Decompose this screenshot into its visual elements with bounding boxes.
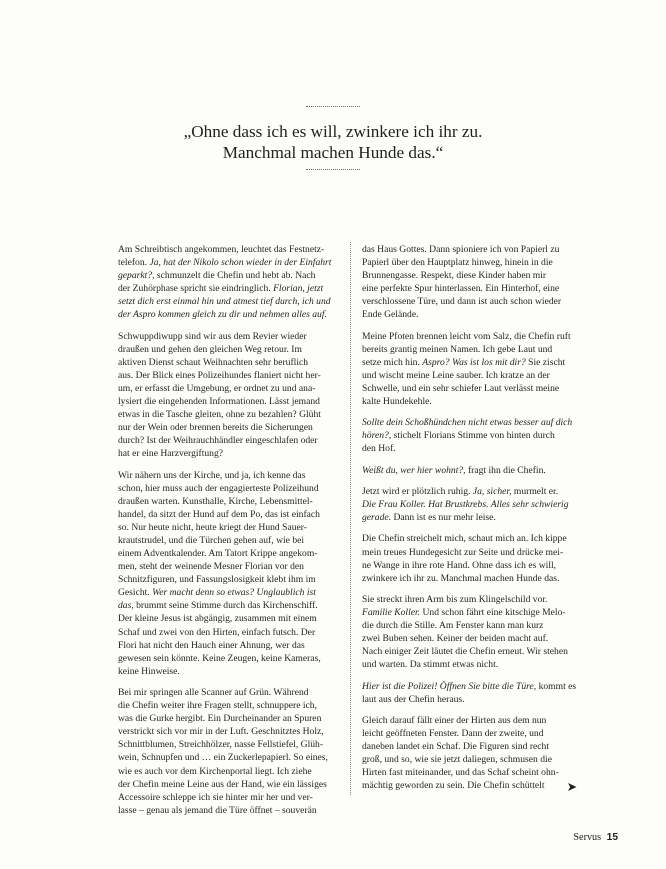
text-line — [118, 356, 368, 369]
text-run: draußen warten. Kunsthalle, Kirche, Lebensmittel- — [118, 495, 313, 507]
text-run: gewesen sein könnte. Keine Zeugen, keine Kameras, — [118, 652, 321, 664]
text-line — [362, 282, 612, 295]
text-run: um, er erfasst die Umgebung, er ordnet zu und ana- — [118, 382, 316, 394]
text-line — [362, 395, 612, 408]
text-run: Und schon fährt eine kitschige Melo- — [420, 607, 566, 618]
text-line — [362, 330, 612, 343]
text-line — [362, 511, 612, 524]
text-run: das Haus Gottes. Dann spioniere ich von Papierl zu — [362, 244, 560, 255]
text-line — [118, 295, 368, 308]
text-line — [118, 639, 368, 652]
text-line — [118, 369, 368, 382]
text-line — [362, 766, 612, 779]
text-line — [118, 778, 368, 791]
text-line — [118, 738, 368, 751]
quote-bottom-rule — [306, 169, 360, 170]
text-run: hat er eine Harzvergiftung? — [118, 448, 224, 460]
article-column-right — [362, 243, 612, 801]
text-line — [362, 429, 612, 442]
pull-quote-line: „Ohne dass ich es will, zwinkere ich ihr zu. — [183, 122, 483, 141]
text-run: Gleich darauf fällt einer der Hirten aus dem nun — [362, 714, 547, 726]
italic-speech-run: Familie Koller. — [362, 607, 421, 618]
text-run: telefon. — [118, 257, 150, 269]
italic-speech-run: Ja, hat der Nikolo schon wieder in der Einfahrt — [149, 257, 332, 269]
text-line — [118, 534, 368, 547]
text-line — [118, 804, 368, 817]
text-line — [362, 416, 612, 429]
italic-speech-run: gerade. — [362, 512, 392, 524]
text-line — [118, 791, 368, 804]
pull-quote — [150, 121, 516, 163]
text-line — [118, 599, 368, 612]
text-line — [118, 282, 368, 295]
text-line — [362, 356, 612, 369]
text-run: Die Chefin streichelt mich, schaut mich an. Ich kippe — [362, 533, 567, 545]
text-run: so. Nur heute nicht, heute kriegt der Hund Sauer- — [118, 521, 307, 533]
text-run: Schaf und zwei von den Hirten, einfach futsch. Der — [118, 626, 316, 638]
text-run: verschlossene Türe, und dann ist auch schon wieder — [362, 296, 562, 308]
article-paragraph — [118, 686, 368, 817]
article-paragraph — [118, 469, 368, 678]
text-line — [362, 243, 612, 256]
text-line — [362, 714, 612, 727]
text-run: eine perfekte Spur hinterlassen. Ein Hinterhof, eine — [362, 283, 560, 295]
article-paragraph — [362, 593, 612, 671]
text-line — [362, 680, 612, 693]
text-run: durch? Ist der Weihrauchhändler eingeschlafen oder — [118, 435, 318, 447]
text-run: Brunnengasse. Respekt, diese Kinder haben mir — [362, 270, 547, 282]
text-run: einem Adventkalender. Am Tatort Krippe angekom- — [118, 548, 318, 560]
text-run: laut aus der Chefin heraus. — [362, 693, 465, 705]
text-line — [362, 498, 612, 511]
article-paragraph — [362, 330, 612, 408]
article-paragraph — [362, 532, 612, 584]
text-run: draußen und gehen den gleichen Weg retour. Im — [118, 343, 302, 355]
article-paragraph — [362, 485, 612, 524]
text-run: mein treues Hundegesicht zur Seite und drücke mei- — [362, 546, 564, 558]
text-run: aus. Der Blick eines Polizeihundes flaniert nicht her- — [118, 369, 321, 381]
text-run: zwei Buben sehen. Keiner der beiden macht auf. — [362, 633, 549, 645]
text-line — [362, 442, 612, 455]
text-run: handel, da sitzt der Hund auf dem Po, das ist einfach — [118, 508, 320, 520]
text-run: zwinkere ich ihr zu. Manchmal machen Hunde das. — [362, 572, 560, 584]
text-run: Wir nähern uns der Kirche, und ja, ich kenne das — [118, 469, 306, 481]
text-run: daneben landet ein Schaf. Die Figuren sind recht — [362, 741, 550, 753]
text-run: Am Schreibtisch angekommen, leuchtet das Festnetz- — [118, 244, 325, 255]
text-run: murmelt er. — [511, 486, 559, 497]
text-line — [118, 308, 368, 321]
text-line — [362, 369, 612, 382]
text-run: ne Wange in ihre rote Hand. Ohne dass ich es will, — [362, 559, 557, 571]
text-run: den Hof. — [362, 443, 396, 455]
text-run: Ende Gelände. — [362, 309, 419, 321]
text-line — [118, 560, 368, 573]
text-line — [362, 464, 612, 477]
text-run: lysiert die eingehenden Informationen. Lässt jemand — [118, 396, 320, 408]
text-line — [118, 421, 368, 434]
text-run: Nach einiger Zeit läutet die Chefin erneut. Wir stehen — [362, 646, 568, 658]
article-paragraph — [362, 680, 612, 706]
article-paragraph — [362, 464, 612, 477]
text-line — [362, 632, 612, 645]
text-run: Papierl über den Hauptplatz hinweg, hinein in die — [362, 257, 553, 269]
text-run: leicht geöffneten Fenster. Dann der zweite, und — [362, 728, 544, 739]
text-run: Schnitzfiguren, und Fassungslosigkeit klebt ihm im — [118, 574, 316, 586]
text-run: Gesicht. — [118, 587, 153, 599]
article-paragraph — [118, 243, 368, 321]
text-run: groß, und so, wie sie jetzt daliegen, schmusen die — [362, 754, 552, 766]
text-run: nur der Wein oder brennen bereits die Sicherungen — [118, 422, 313, 434]
article-paragraph — [362, 243, 612, 321]
text-line — [362, 727, 612, 740]
text-line — [118, 408, 368, 421]
text-line — [118, 712, 368, 725]
text-line — [118, 699, 368, 712]
text-line — [118, 343, 368, 356]
text-line — [362, 256, 612, 269]
text-line — [362, 269, 612, 282]
text-run: verstrickt sich vor mir in der Luft. Geschnitztes Holz, — [118, 726, 324, 738]
text-run: Accessoire schleppe ich sie hinter mir her und ver- — [118, 791, 313, 803]
text-run: Sie streckt ihren Arm bis zum Klingelschild vor. — [362, 593, 548, 605]
quote-top-rule — [306, 106, 360, 107]
italic-speech-run: Wer macht denn so etwas? Unglaublich ist — [152, 587, 316, 599]
text-line — [118, 626, 368, 639]
text-line — [118, 243, 368, 256]
text-run: Schwelle, und ein sehr schiefer Laut verlässt meine — [362, 382, 560, 394]
text-line — [118, 612, 368, 625]
text-line — [118, 521, 368, 534]
text-run: Flori hat nicht den Hauch einer Ahnung, wer das — [118, 639, 305, 651]
text-line — [362, 753, 612, 766]
text-line — [118, 382, 368, 395]
text-line — [118, 269, 368, 282]
text-line — [118, 652, 368, 665]
text-line — [362, 343, 612, 356]
text-line — [362, 485, 612, 498]
italic-speech-run: Ja, sicher, — [472, 486, 512, 497]
text-run: setze mich hin. — [362, 356, 423, 368]
article-column-left — [118, 243, 368, 825]
italic-speech-run: setzt dich erst einmal hin und atmest tief durch, ich und — [118, 296, 331, 308]
text-line — [362, 645, 612, 658]
text-run: men, steht der weinende Mesner Florian vor den — [118, 561, 304, 573]
text-run: Dann ist es nur mehr leise. — [391, 512, 496, 524]
italic-speech-run: Florian, jetzt — [273, 283, 324, 295]
text-line — [362, 532, 612, 545]
text-run: Schnittblumen, Streichhölzer, nasse Fellstiefel, Glüh- — [118, 739, 324, 751]
text-line — [118, 765, 368, 778]
text-run: Der kleine Jesus ist abgängig, zusammen mit einem — [118, 613, 317, 625]
text-line — [118, 751, 368, 764]
text-run: und wischt meine Leine sauber. Ich kratze an der — [362, 369, 550, 381]
text-line — [118, 395, 368, 408]
text-run: lasse – genau als jemand die Türe öffnet – souverän — [118, 804, 317, 816]
italic-speech-run: Weißt du, wer hier wohnt?, — [362, 464, 466, 476]
text-run: fragt ihn die Chefin. — [465, 464, 546, 476]
text-run: Meine Pfoten brennen leicht vom Salz, die Chefin ruft — [362, 330, 571, 342]
text-line — [362, 295, 612, 308]
text-run: schon, hier muss auch der engagierteste Polizeihund — [118, 482, 319, 494]
text-run: die Chefin weiter ihre Fragen stellt, schnuppere ich, — [118, 700, 318, 712]
text-line — [118, 434, 368, 447]
italic-speech-run: Sollte dein Schoßhündchen nicht etwas besser auf dich — [362, 417, 573, 429]
text-line — [118, 495, 368, 508]
text-line — [118, 256, 368, 269]
text-run: Sie zischt — [525, 356, 566, 368]
text-run: aktiven Dienst schaut Weihnachten sehr beruflich — [118, 356, 309, 368]
text-line — [362, 619, 612, 632]
text-line — [118, 665, 368, 678]
text-run: kommt es — [536, 680, 577, 692]
italic-speech-run: der Aspro kommen gleich zu dir und nehmen alles auf. — [118, 309, 327, 321]
text-line — [362, 740, 612, 753]
text-run: krautstrudel, und die Türchen gehen auf, wie bei — [118, 535, 305, 547]
italic-speech-run: das, — [118, 600, 134, 612]
text-run: brummt seine Stimme durch das Kirchenschiff. — [133, 600, 318, 612]
text-run: kalte Hundekehle. — [362, 396, 432, 408]
text-line — [118, 508, 368, 521]
text-run: Jetzt wird er plötzlich ruhig. — [362, 486, 473, 497]
text-run: Bei mir springen alle Scanner auf Grün. Während — [118, 687, 309, 699]
text-line — [362, 693, 612, 706]
text-run: wein, Schnupfen und … ein Zuckerlepapierl. So eines, — [118, 752, 328, 764]
italic-speech-run: Hier ist die Polizei! Öffnen Sie bitte die Türe, — [362, 680, 537, 692]
text-line — [118, 547, 368, 560]
magazine-name: Servus — [573, 832, 602, 843]
text-line — [362, 559, 612, 572]
text-line — [118, 573, 368, 586]
italic-speech-run: Aspro? Was ist los mit dir? — [422, 356, 526, 368]
italic-speech-run: hören?, — [362, 430, 392, 442]
text-line — [362, 308, 612, 321]
article-paragraph — [362, 714, 612, 792]
text-line — [362, 593, 612, 606]
text-line — [118, 447, 368, 460]
text-run: Schwuppdiwupp sind wir aus dem Revier wieder — [118, 330, 307, 342]
page-footer — [573, 832, 618, 843]
text-line — [118, 686, 368, 699]
text-run: wie es auch vor dem Kirchenportal liegt. Ich ziehe — [118, 765, 312, 777]
text-run: schmunzelt die Chefin und hebt ab. Nach — [154, 270, 316, 282]
text-run: bereits grantig meinen Namen. Ich gebe Laut und — [362, 343, 553, 355]
text-run: die durch die Stille. Am Fenster kann man kurz — [362, 620, 544, 632]
text-line — [118, 469, 368, 482]
text-line — [118, 482, 368, 495]
text-line — [362, 606, 612, 619]
text-line — [362, 382, 612, 395]
text-run: mächtig geworden zu sein. Die Chefin schüttelt — [362, 780, 545, 792]
text-run: stichelt Florians Stimme von hinten durch — [391, 430, 555, 442]
text-run: was die Gurke hergibt. Ein Durcheinander an Spuren — [118, 713, 322, 725]
article-paragraph — [118, 330, 368, 461]
article-paragraph — [362, 416, 612, 455]
text-run: und warten. Da stimmt etwas nicht. — [362, 659, 499, 671]
text-run: Hirten fast miteinander, und das Schaf scheint ohn- — [362, 767, 559, 779]
page-number: 15 — [606, 832, 618, 843]
italic-speech-run: geparkt?, — [118, 270, 155, 282]
text-line — [362, 546, 612, 559]
text-line — [362, 572, 612, 585]
text-run: keine Hinweise. — [118, 665, 180, 677]
text-run: der Chefin meine Leine aus der Hand, wie ein lässiges — [118, 778, 327, 790]
italic-speech-run: Die Frau Koller. Hat Brustkrebs. Alles sehr schwierig — [362, 499, 569, 511]
text-line — [118, 725, 368, 738]
text-line — [118, 330, 368, 343]
arrow-right-icon — [567, 782, 577, 792]
column-divider — [350, 242, 351, 795]
text-line — [118, 586, 368, 599]
text-run: der Zuhörphase spricht sie eindringlich. — [118, 283, 274, 295]
text-run: etwas in die Tasche gleiten, ohne zu bezahlen? Glüht — [118, 409, 321, 421]
pull-quote-line: Manchmal machen Hunde das.“ — [222, 143, 444, 162]
text-line — [362, 658, 612, 671]
